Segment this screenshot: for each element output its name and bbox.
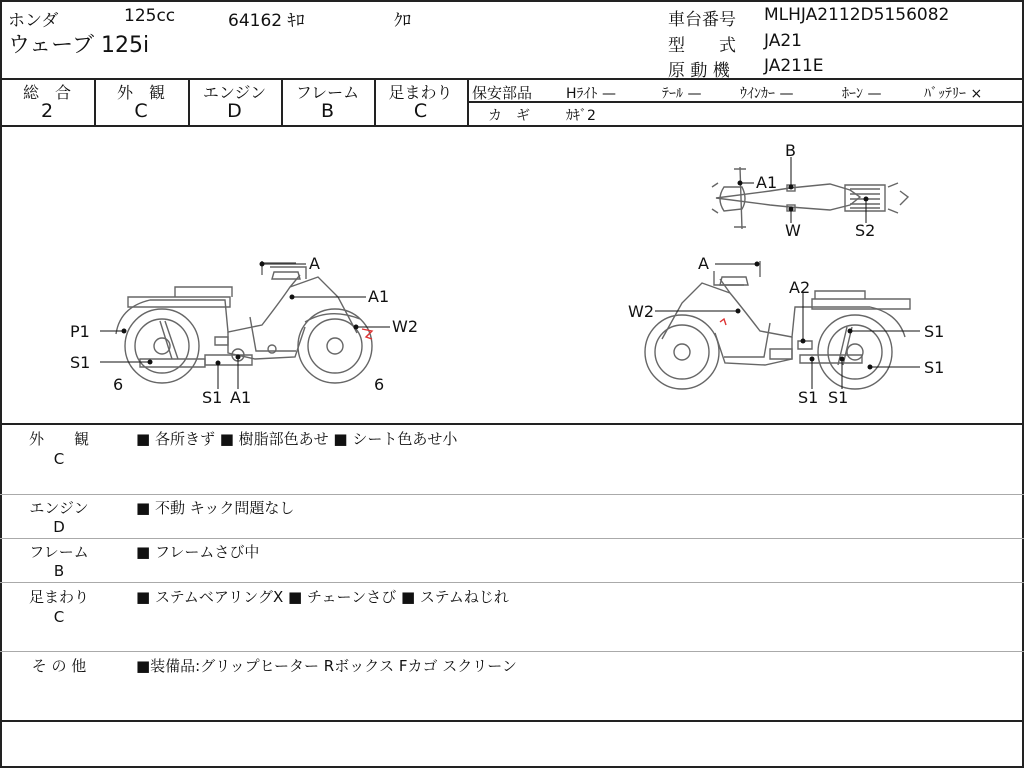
- remark-frame-label: フレーム: [29, 543, 89, 561]
- mileage: 64162 ｷﾛ: [228, 11, 305, 31]
- type-value: JA21: [764, 31, 802, 51]
- label-left-a1: A1: [368, 287, 390, 306]
- label-right-a2: A2: [789, 278, 811, 297]
- label-right-s1c: S1: [798, 388, 819, 407]
- engine-value: JA211E: [764, 56, 824, 76]
- remark-exterior-label: 外 観: [28, 430, 89, 448]
- label-left-p1: P1: [70, 322, 90, 341]
- bike-damage-diagram: [0, 127, 1024, 423]
- grade-suspension-label: 足まわり: [388, 83, 453, 102]
- top-view-bike: [712, 167, 908, 229]
- remark-frame-grade: B: [53, 562, 65, 580]
- safety-item-tail: ﾃｰﾙ —: [662, 86, 702, 102]
- remark-engine-label: エンジン: [29, 499, 89, 517]
- grade-engine-value: D: [227, 100, 242, 122]
- left-side-bike: [116, 261, 372, 383]
- label-left-w2: W2: [392, 317, 418, 336]
- label-right-a: A: [698, 254, 709, 273]
- safety-title: 保安部品: [472, 84, 533, 102]
- label-right-w2: W2: [628, 302, 654, 321]
- grade-frame-label: フレーム: [295, 83, 360, 102]
- grade-overall-label: 総 合: [22, 83, 71, 102]
- remark-suspension-label: 足まわり: [28, 588, 89, 606]
- model-name: ウェーブ 125i: [8, 33, 150, 58]
- label-top-w: W: [785, 221, 801, 240]
- remark-engine-text: ■ 不動 キック問題なし: [136, 499, 295, 517]
- color: ｸﾛ: [394, 11, 411, 31]
- safety-item-battery: ﾊﾞｯﾃﾘｰ ×: [924, 86, 983, 102]
- label-top-s2: S2: [855, 221, 876, 240]
- remark-exterior-text: ■ 各所きず ■ 樹脂部色あせ ■ シート色あせ小: [136, 430, 458, 448]
- safety-item-winker: ｳｲﾝｶｰ —: [740, 86, 794, 102]
- grade-frame-value: B: [320, 100, 335, 122]
- grade-suspension-value: C: [413, 100, 428, 122]
- label-left-a1b: A1: [230, 388, 252, 407]
- label-top-a1: A1: [756, 173, 778, 192]
- grade-exterior-label: 外 観: [116, 83, 165, 102]
- displacement: 125cc: [124, 6, 176, 26]
- safety-item-headlight: Hﾗｲﾄ —: [566, 86, 616, 102]
- safety-item-horn: ﾎｰﾝ —: [842, 86, 882, 102]
- remark-suspension-grade: C: [53, 608, 65, 626]
- label-right-s1d: S1: [828, 388, 849, 407]
- label-left-6a: 6: [113, 375, 124, 394]
- remark-exterior-grade: C: [53, 450, 65, 468]
- remark-other-text: ■装備品:グリップヒーター Rボックス Fカゴ スクリーン: [136, 657, 517, 675]
- label-left-a: A: [309, 254, 320, 273]
- type-label: 型 式: [668, 36, 736, 56]
- grade-overall-value: 2: [40, 100, 54, 122]
- label-right-s1a: S1: [924, 322, 945, 341]
- label-left-6b: 6: [374, 375, 385, 394]
- maker: ホンダ: [8, 11, 59, 31]
- frame-no: MLHJA2112D5156082: [764, 5, 950, 25]
- grade-engine-label: エンジン: [202, 83, 267, 102]
- grade-exterior-value: C: [134, 100, 148, 122]
- remark-other-label: そ の 他: [31, 657, 87, 675]
- label-left-s1: S1: [70, 353, 91, 372]
- frame-no-label: 車台番号: [668, 10, 736, 30]
- remark-suspension-text: ■ ステムベアリングX ■ チェーンさび ■ ステムねじれ: [136, 588, 509, 606]
- label-top-b: B: [785, 141, 796, 160]
- label-left-s1b: S1: [202, 388, 223, 407]
- key-value: ｶｷﾞ2: [566, 108, 596, 124]
- key-label: カ ギ: [488, 108, 530, 124]
- remark-engine-grade: D: [53, 518, 65, 536]
- engine-label: 原 動 機: [668, 61, 730, 81]
- remark-frame-text: ■ フレームさび中: [136, 543, 260, 561]
- right-side-bike: [645, 261, 910, 389]
- label-right-s1b: S1: [924, 358, 945, 377]
